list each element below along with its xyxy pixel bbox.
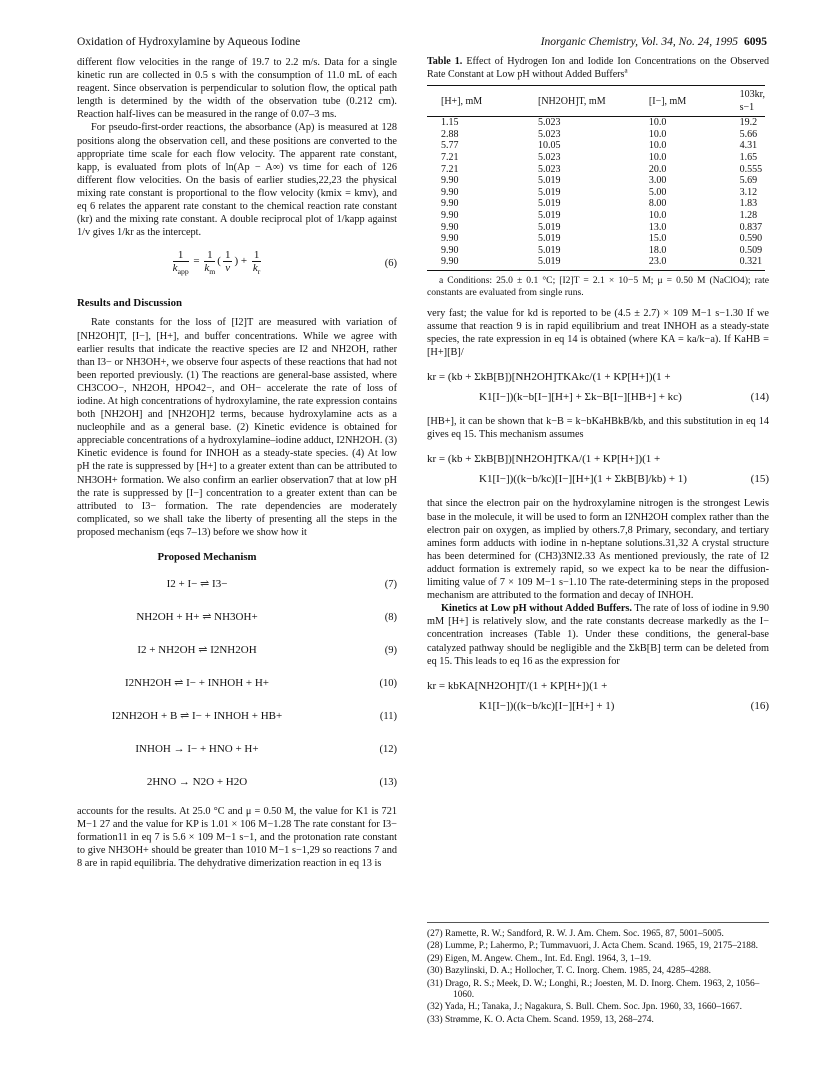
- table-cell: 1.83: [739, 198, 758, 210]
- reference-32: (32) Yada, H.; Tanaka, J.; Nagakura, S. Bull. Chem. Soc. Jpn. 1960, 33, 1660–1667.: [427, 1002, 743, 1013]
- equation-12-number: (12): [379, 744, 397, 756]
- results-heading: Results and Discussion: [77, 297, 183, 310]
- table-cell: 5.66: [739, 128, 758, 140]
- equation-14: [427, 367, 769, 407]
- page-number: 6095: [744, 36, 767, 48]
- equation-16-line-1: kr = kbKA[NH2OH]T/(1 + KP[H+])(1 +: [427, 679, 608, 692]
- table-caption-mark: a: [624, 66, 628, 75]
- equation-6-number: (6): [384, 258, 397, 270]
- table-cell: 0.590: [739, 233, 763, 245]
- equation-8: [77, 603, 397, 636]
- table-cell: 5.023: [538, 151, 561, 163]
- mechanism-heading: Proposed Mechanism: [157, 551, 257, 563]
- equation-9: [77, 636, 397, 669]
- table-row: [427, 129, 765, 141]
- reference-29: (29) Eigen, M. Angew. Chem., Int. Ed. Engl. 1964, 3, 1–19.: [427, 953, 652, 964]
- table-cell: 5.019: [538, 175, 561, 187]
- left-column: [77, 56, 397, 871]
- table-row: [427, 187, 765, 199]
- table-cell: 20.0: [648, 163, 667, 175]
- table-row: [427, 198, 765, 210]
- table-cell: 9.90: [441, 186, 459, 198]
- equation-16-line-2: K1[I−])((k−b/kc)[I−][H+] + 1): [479, 699, 615, 712]
- equation-9-text: I2 + NH2OH ⇌ I2NH2OH: [137, 644, 257, 657]
- table-footnote: a Conditions: 25.0 ± 0.1 °C; [I2]T = 2.1 × 10−5 M; μ = 0.50 M (NaClO4); rate constants are evaluated from single runs.: [427, 274, 769, 298]
- equation-15-number: (15): [750, 473, 769, 486]
- table-cell: 9.90: [441, 175, 459, 187]
- table-cell: 9.90: [441, 233, 459, 245]
- equation-6: $\frac{1}{k_{app}}$ = $\frac{1}{k_m}$ ( $\frac{1}{v}$ ) + $\frac{1}{k_r}$ (6): [172, 249, 397, 277]
- table-cell: 5.019: [538, 198, 561, 210]
- table-cell: 18.0: [648, 244, 667, 256]
- equation-13: [77, 768, 397, 801]
- reference-31: (31) Drago, R. S.; Meek, D. W.; Longhi, R.; Joesten, M. D. Inorg. Chem. 1963, 2, 1056–1060.: [427, 978, 760, 1001]
- right-column: [427, 56, 769, 724]
- table-row: [427, 175, 765, 187]
- table-cell: 0.837: [739, 221, 763, 233]
- equation-13-text: 2HNO → N2O + H2O: [146, 776, 248, 789]
- table-cell: 15.0: [648, 233, 667, 245]
- equation-16-number: (16): [750, 699, 769, 712]
- equation-10: [77, 669, 397, 702]
- table-cell: 4.31: [739, 140, 758, 152]
- table-header-kr: 103kr, s−1: [718, 86, 765, 117]
- paragraph-flow-velocities: different flow velocities in the range of 19.7 to 2.2 m/s. Data for a single kinetic run are collected in 0.5 s with the consumption of 11.0 mL of each reagent. Since observation is perpendicular to solution flow, the optical path length is determined by the width of the observation tube (0.212 cm). Reaction half-lives can be measured in the range of 0.07–3 ms.: [77, 57, 397, 121]
- running-header-journal: [541, 36, 767, 48]
- table-row: [427, 164, 765, 176]
- table-cell: 19.2: [739, 117, 758, 129]
- table-row: [427, 210, 765, 222]
- table-caption-label: Table 1.: [427, 56, 463, 67]
- kinetics-heading: Kinetics at Low pH without Added Buffers.: [441, 603, 632, 615]
- table-header-row: [427, 86, 765, 117]
- kinetics-text: The rate of loss of iodine in 9.90 mM [H+] is relatively slow, and the rate constants decrease markedly as the I− concentration increases (Table 1). Under these conditions, the general-base catalyzed pathway should be negligible and the ΣkB[B] term can be deleted from eq 15. This leads to eq 16 as the expression for: [427, 603, 769, 667]
- table-cell: 9.90: [427, 256, 500, 270]
- table-header-iodide: [I−], mM: [627, 86, 718, 117]
- table-row: [427, 256, 765, 270]
- equation-8-text: NH2OH + H+ ⇌ NH3OH+: [136, 611, 258, 624]
- table-cell: 10.0: [648, 140, 667, 152]
- running-header-title: Oxidation of Hydroxylamine by Aqueous Iodine: [77, 36, 301, 48]
- table-cell: 0.321: [718, 256, 765, 270]
- equation-11: [77, 702, 397, 735]
- table-body: [427, 117, 765, 271]
- table-cell: 8.00: [648, 198, 667, 210]
- reference-33: (33) Strømme, K. O. Acta Chem. Scand. 1959, 13, 268–274.: [427, 1014, 654, 1025]
- table-header-h: [H+], mM: [427, 86, 500, 117]
- table-cell: 5.019: [538, 233, 561, 245]
- journal-citation: Inorganic Chemistry, Vol. 34, No. 24, 1995: [540, 36, 738, 48]
- paragraph-kinetics-low-ph: [427, 602, 769, 667]
- mechanism-list: [77, 570, 397, 801]
- table-cell: 23.0: [627, 256, 718, 270]
- table-cell: 5.023: [538, 117, 561, 129]
- paragraph-substitution: [HB+], it can be shown that k−B = k−bKaHBkB/kb, and this substitution in eq 14 gives eq 15. This mechanism assumes: [427, 416, 769, 441]
- table-cell: 9.90: [441, 209, 459, 221]
- reference-30: (30) Bazylinski, D. A.; Hollocher, T. C. Inorg. Chem. 1985, 24, 4285–4288.: [427, 966, 711, 977]
- equation-7-number: (7): [384, 579, 397, 591]
- table-row: [427, 140, 765, 152]
- table-row: [427, 152, 765, 164]
- equation-13-number: (13): [379, 777, 397, 789]
- table-cell: 5.019: [538, 244, 561, 256]
- equation-12: [77, 735, 397, 768]
- table-cell: 5.00: [648, 186, 667, 198]
- table-cell: 1.28: [739, 209, 758, 221]
- table-header-nh2oh: [NH2OH]T, mM: [500, 86, 627, 117]
- table-cell: 1.15: [441, 117, 459, 129]
- equation-7: [77, 570, 397, 603]
- table-cell: 9.90: [441, 244, 459, 256]
- table-row: [427, 245, 765, 257]
- table-row: [427, 222, 765, 234]
- equation-8-number: (8): [384, 612, 397, 624]
- table-row: [427, 117, 765, 129]
- table-cell: 10.0: [648, 209, 667, 221]
- paragraph-results: Rate constants for the loss of [I2]T are measured with variation of [NH2OH]T, [I−], [H+], and buffer concentrations. While we agree with earlier results that indicate the reactive species are I2 and NH2OH, rather than I3− or NH3OH+, we observe four aspects of these reactions that had not been reported previously. (1) The reactions are general-base assisted, where CH3COO−, NH2OH, HPO42−, and OH− accelerate the rate of loss of iodine. At high concentrations of hydroxylamine, the rate expression contains both [NH2OH] and [NH2OH]2 terms, because hydroxylamine acts as a nucleophile and as a general base. (2) Kinetic evidence is obtained for appreciable concentrations of a hydroxylamine–iodine adduct, I2NH2OH. (3) Kinetic evidence is found for INHOH as a steady-state species. (4) At low pH the rate is suppressed by [H+] to a greater extent than can be attributed to NH3OH+ formation. We also confirm an earlier observation7 that at low pH the rate is suppressed by [I−] concentration to a greater extent than can be attributed to I3− formation. The rate dependencies are moderately complicated, so we shall take the liberty of presenting all the steps in the proposed mechanism (eqs 7–13) before we show how it: [77, 317, 397, 538]
- table-cell: 5.019: [500, 256, 627, 270]
- table-cell: 3.00: [648, 175, 667, 187]
- equation-10-text: I2NH2OH ⇌ I− + INHOH + H+: [124, 677, 269, 690]
- table-cell: 10.05: [538, 140, 561, 152]
- table-cell: 7.21: [441, 163, 459, 175]
- table-cell: 10.0: [648, 128, 667, 140]
- table-cell: 10.0: [648, 117, 667, 129]
- equation-9-number: (9): [384, 645, 397, 657]
- equation-15: [427, 449, 769, 489]
- equation-15-line-2: K1[I−])((k−b/kc)[I−][H+](1 + ΣkB[B]/kb) + 1): [479, 473, 687, 486]
- table-cell: 9.90: [441, 198, 459, 210]
- table-cell: 5.69: [739, 175, 758, 187]
- table-caption-text: Effect of Hydrogen Ion and Iodide Ion Concentrations on the Observed Rate Constant at Low pH without Added Buffers: [427, 56, 769, 80]
- paragraph-kd-value: very fast; the value for kd is reported to be (4.5 ± 2.7) × 109 M−1 s−1.30 If we assume that reaction 9 is in rapid equilibrium and treat INHOH as a steady-state species, the rate expression in eq 14 is obtained (where KA = ka/k−a). If KaHB = [H+][B]/: [427, 307, 769, 359]
- table-cell: 13.0: [648, 221, 667, 233]
- table-cell: 0.509: [739, 244, 763, 256]
- table-caption: [427, 56, 769, 81]
- table-cell: 5.019: [538, 221, 561, 233]
- table-1: [427, 85, 765, 271]
- equation-15-line-1: kr = (kb + ΣkB[B])[NH2OH]TKA/(1 + KP[H+])(1 +: [427, 453, 661, 466]
- table-cell: 5.019: [538, 186, 561, 198]
- table-cell: 2.88: [441, 128, 459, 140]
- equation-10-number: (10): [379, 678, 397, 690]
- table-cell: 5.023: [538, 128, 561, 140]
- paragraph-pseudo-first-order: For pseudo-first-order reactions, the absorbance (Ap) is measured at 128 positions along the observation cell, and these positions are converted to the appropriate time scale for each flow velocity. The apparent rate constant, kapp, is evaluated from plots of ln(Ap − A∞) vs time for each of 126 different flow velocities. On the basis of earlier studies,22,23 the physical mixing rate constant is proportional to the flow velocity (kmix = kmv), and eq 6 relates the apparent rate constant to the chemical reaction rate constant (kr) and the mixing rate constant. A double reciprocal plot of 1/kapp against 1/v gives 1/kr as the intercept.: [77, 122, 397, 239]
- table-cell: 10.0: [648, 151, 667, 163]
- equation-12-text: INHOH → I− + HNO + H+: [135, 743, 259, 756]
- equation-14-line-2: K1[I−])(k−b[I−][H+] + Σk−B[I−][HB+] + kc): [479, 391, 682, 404]
- equation-11-text: I2NH2OH + B ⇌ I− + INHOH + HB+: [111, 710, 283, 723]
- equation-7-text: I2 + I− ⇌ I3−: [166, 578, 228, 591]
- table-cell: 5.019: [538, 209, 561, 221]
- equation-14-number: (14): [750, 391, 769, 404]
- table-cell: 5.77: [441, 140, 459, 152]
- table-row: [427, 233, 765, 245]
- table-cell: 9.90: [441, 221, 459, 233]
- table-cell: 7.21: [441, 151, 459, 163]
- equation-11-number: (11): [379, 711, 397, 723]
- reference-28: (28) Lumme, P.; Lahermo, P.; Tummavuori, J. Acta Chem. Scand. 1965, 19, 2175–2188.: [427, 941, 758, 952]
- paragraph-equilibria: accounts for the results. At 25.0 °C and μ = 0.50 M, the value for K1 is 721 M−1 27 and the value for KP is 1.01 × 106 M−1.28 The rate constant for I3− formation11 in eq 7 is 5.6 × 109 M−1 s−1, and the protonation rate constant to give NH3OH+ should be greater than 1010 M−1 s−1,29 so reactions 7 and 8 are in rapid equilibria. The dehydrative dimerization reaction in eq 13 is: [77, 806, 397, 870]
- table-cell: 1.65: [739, 151, 758, 163]
- paragraph-lewis-base: that since the electron pair on the hydroxylamine nitrogen is the strongest Lewis base in the molecule, it will be used to form an I2NH2OH complex rather than the electron pair on oxygen, as implied by others.7,8 Primary, secondary, and tertiary amines form adducts with iodine in n-heptane solutions.31,32 A crystal structure has been determined for (CH3)3NI2.33 As mentioned previously, the rate of I2 adduct formation is extremely rapid, so we expect ka to be near the diffusion-limiting value of 7 × 109 M−1 s−1.10 The rate-determining steps in the proposed mechanism are attributed to the formation and decay of INHOH.: [427, 498, 769, 602]
- table-cell: 5.023: [538, 163, 561, 175]
- table-cell: 3.12: [739, 186, 758, 198]
- reference-27: (27) Ramette, R. W.; Sandford, R. W. J. Am. Chem. Soc. 1965, 87, 5001–5005.: [427, 929, 724, 939]
- equation-14-line-1: kr = (kb + ΣkB[B])[NH2OH]TKAkc/(1 + KP[H+])(1 +: [427, 371, 671, 384]
- references: [427, 922, 769, 1027]
- table-cell: 0.555: [739, 163, 763, 175]
- equation-16: [427, 676, 769, 716]
